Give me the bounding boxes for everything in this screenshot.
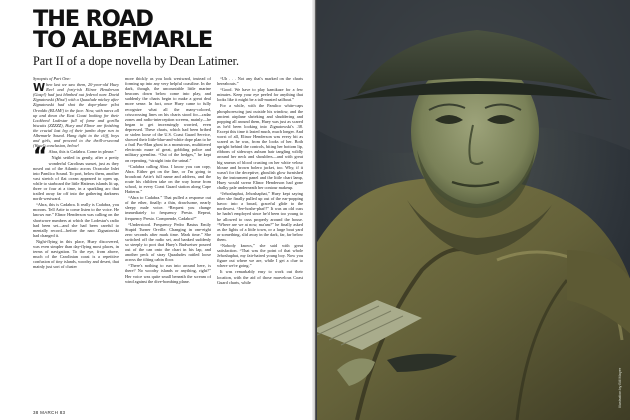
body-paragraph: more thickly as you look westward, instead of forming up into any very helpful coastline. In the dark, though, the uncountable little marine beacons down below come into play, and suddenly the charts begin to make a great deal more sense. In fact, once Huey came to fully recognize what all the many-colored, crisscrossing lines on his charts stood for—radar zones and radio-interception screens, mainly—he began to get increasingly worried, even depressed. These charts, which had been bribed or stolen loose of the U.S. Coast Guard Service, showed their little-blue-and-white dope plan to be a frail Pac-Man ghost in a monstrous, multitiered electronic maze of great, gobbling police and military gremlins. “Out of the hedges,” he kept on repeating, “straight into the urinal.” xyxy=(125,76,211,163)
opening-quote-dropcap: “ xyxy=(33,144,48,170)
body-paragraph: “Understood. Frequency Pedro Bastus Emily Stupid Turner Orville. Changing in one-eight zero seconds after mark time. Mark time.” She switched off the radio set, and banked suddenly so steeply to port that Huey's Budweiser poured out of the can onto the chart in his lap, and another peck of stray Quaaludes rattled loose across the tilting cabin floor. xyxy=(125,221,211,263)
article-headline xyxy=(33,6,309,53)
body-paragraph: Abra, this is Cadabra. Come in please.” xyxy=(48,149,117,155)
text-column-2 xyxy=(125,76,211,406)
page-folio: 38 MARCH 83 xyxy=(33,410,66,415)
article-subheadline: Part II of a dope novella by Dean Latimer. xyxy=(33,54,240,68)
synopsis-text: hen last we saw them, 20-year-old Huey Reel and forty-ish Elinor Henderson (Gasp!) had just blimhed out federal narc David Zignatowski (Hiss!) with a Quaalude mickey after Zignatowski had shot the dope-plane pilot Orvaldo (BLAM!) in the face. Now, with narcs all up and down the East Coast looking for their Lockheed Lodestar full of fame and gorilla biscuits (ZZZZZ), Huey and Elinor are finishing the crucial last leg of their jumbo dope run to Albemarle Sound. Hang tight to the cliff, boys and girls, and proceed to the thrill-a-second (Wow!) conclusion, below! xyxy=(33,82,119,149)
synopsis-label: Synopsis of Part One: xyxy=(33,76,71,81)
body-paragraph: “Uh . . . Not any that's marked on the charts hereabouts.” xyxy=(217,76,303,87)
body-paragraph: For a while, with the Pamlico white-caps phosphorescing just outside his window, and the ancient airplane shrieking and shuddering and popping all around them, Huey was just as scared as he'd been looking into Zignatowski's .38. Except this time it lasted much, much longer. And worst of all, Elinor Henderson was every bit as scared as he was, from the looks of her. Both upright behind the controls, biting her bottom lip, ribbons of sideways auburn hair tangling wildly around her neck and shoulders—and with great big smears of blood crusting on her white velour blouse and brown bolero jacket, too. Why, if it wasn't for the deceptive, ghoulish glow furnished by the instrument panel and the little chart lamp, Huey would swear Elinor Henderson had gone chalky pale underneath her contour makeup. xyxy=(217,103,303,190)
body-paragraph: “Good. We have to play kamikaze for a few minutes. Keep your eye peeled for anything that looks like it might be a tall-masted sailboat.” xyxy=(217,87,303,103)
body-paragraph: “Abra, this is Cadabra. It really is Cadabra, you morons. Tell Artie to come listen to the voice. He knows me.” Elinor Henderson was calling on the shortwave numbers at which the Lodestar's radio had been set—and she had been careful to mentally record—before the narc Zignatowski had changed it. xyxy=(33,202,119,238)
body-paragraph: “Abra to Cadabra.” That pulled a response out of the ether, finally: a thin, drawlsome, nearly sleepy male voice. “Request you change immediately to frequency Presto. Repeat, frequency Presto. Comprende, Cadabra?” xyxy=(125,195,211,221)
text-column-3 xyxy=(217,76,303,406)
headline-line-2: TO ALBEMARLE xyxy=(33,27,213,53)
illustration-credit: Illustration by Bill Mayer xyxy=(618,367,622,408)
headline-line-1: THE ROAD xyxy=(33,6,153,32)
body-paragraph: “Nobody knows,” she said with great satisfaction. “That was the point of that whole Jehoshaphat, my fair-haired young boy. Now you figure out where we are, while I get a clue to where we're going.” xyxy=(217,243,303,269)
synopsis-paragraph xyxy=(33,82,119,148)
body-paragraph: Night settled in gently, after a pretty wonderful Carolinas sunset, just as they nosed out of the Atlantic across Ocracoke Inlet into Pamlico Sound. To port, below them, another vast stretch of flat ocean appeared to open up, while to starboard the little Hatteras islands lit up, three or four at a time, in a sparkling arc that trailed away far off into the gathering darkness north-westward. xyxy=(33,155,119,202)
opening-paragraph xyxy=(33,144,119,170)
body-paragraph: It was remarkably easy to work out their location, with the aid of those marvelous Coast Guard charts, while xyxy=(217,269,303,285)
body-paragraph: “There's nothing to run into around here, is there? No woodsy islands or anything, right?” Her voice was quite small beneath the scream of wind against the dive-bombing plane. xyxy=(125,263,211,284)
body-paragraph: “Cadabra calling Abra. I know you can copy, Abra. Either get on the line, or I'm going to broadcast Artie's full name and address, and the route his children take on the way home from school, to every Coast Guard station along Cape Hatteras.” xyxy=(125,163,211,195)
illustration-hooded-figure xyxy=(317,0,630,420)
magazine-right-page xyxy=(317,0,630,420)
text-column-1 xyxy=(33,76,119,406)
body-paragraph: Night-flying in this place, Huey discovered, was even simpler than day-flying most places, in terms of navigation. To the eye, from above, much of the Carolinian coast is a repetitive confusion of tiny islands, woodsy and desert, that mainly just sort of cluster xyxy=(33,238,119,270)
synopsis-dropcap: W xyxy=(33,81,46,95)
body-paragraph: “Jehoshaphat, Jehoshaphat,” Huey kept saying after she finally pulled up out of the ear-popping havoc into a broad, graceful glide to the northwest. “Jee-hoshe-phat!!” It was an old cuss he hadn't employed since he'd been too young to be allowed to cuss properly around the house. “Where are we at now, ma'am?” he finally asked as the lights of a little town, or a large boat yard or something, slid away in the dark, far, far below them. xyxy=(217,191,303,242)
